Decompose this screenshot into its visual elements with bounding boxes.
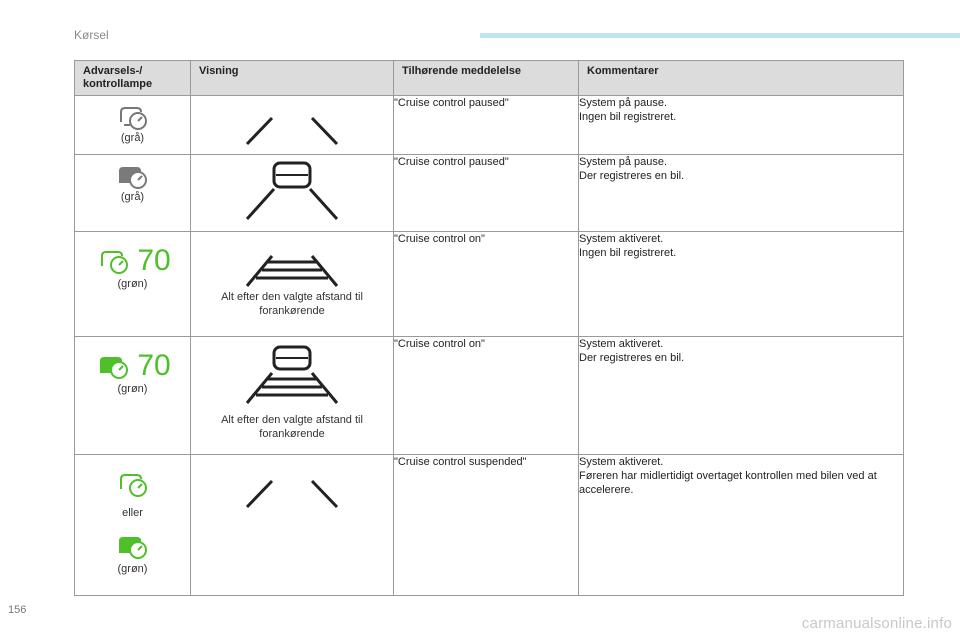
lamp-caption: eller bbox=[122, 507, 143, 519]
watermark: carmanualsonline.info bbox=[801, 615, 952, 632]
message-cell: "Cruise control suspended" bbox=[394, 455, 579, 596]
comment-cell bbox=[579, 337, 904, 455]
lane-car-distance-bars-icon bbox=[232, 345, 352, 407]
table-row bbox=[75, 337, 904, 455]
comment-line: System aktiveret. bbox=[579, 456, 664, 468]
comment-line: System aktiveret. bbox=[579, 233, 664, 245]
display-note: Alt efter den valgte afstand til forankørende bbox=[221, 414, 363, 440]
lane-distance-bars-icon bbox=[232, 250, 352, 290]
header-accent-bar bbox=[480, 33, 960, 38]
lamp-caption: (grøn) bbox=[117, 563, 148, 575]
table-row bbox=[75, 96, 904, 155]
comment-line: Ingen bil registreret. bbox=[579, 247, 677, 259]
comment-line: System aktiveret. bbox=[579, 338, 664, 350]
cruise-control-filled-icon bbox=[94, 351, 134, 381]
lane-with-car-icon bbox=[232, 159, 352, 225]
lamp-cell bbox=[75, 155, 191, 232]
column-header: Kommentarer bbox=[579, 61, 904, 96]
comment-line: Der registreres en bil. bbox=[579, 352, 685, 364]
lamp-cell bbox=[75, 455, 191, 596]
comment-line: System på pause. bbox=[579, 156, 668, 168]
cruise-control-filled-icon bbox=[113, 161, 153, 191]
comment-line: Der registreres en bil. bbox=[579, 170, 685, 182]
lane-lines-icon bbox=[232, 100, 352, 150]
lamp-caption: (grå) bbox=[120, 132, 145, 144]
table-row bbox=[75, 455, 904, 596]
cruise-control-filled-icon bbox=[113, 531, 153, 561]
lane-lines-icon bbox=[232, 463, 352, 513]
table-header-row bbox=[75, 61, 904, 96]
cruise-control-outline-icon bbox=[113, 469, 153, 499]
table-row bbox=[75, 232, 904, 337]
table-row bbox=[75, 155, 904, 232]
section-title: Kørsel bbox=[74, 28, 109, 42]
lamp-cell bbox=[75, 232, 191, 337]
column-header: Tilhørende meddelelse bbox=[394, 61, 579, 96]
display-note: Alt efter den valgte afstand til forankørende bbox=[221, 291, 363, 317]
message-cell: "Cruise control paused" bbox=[394, 96, 579, 155]
lamp-caption: (grå) bbox=[120, 191, 145, 203]
comment-cell bbox=[579, 155, 904, 232]
cruise-control-outline-icon bbox=[94, 246, 134, 276]
lamp-cell bbox=[75, 96, 191, 155]
comment-line: Ingen bil registreret. bbox=[579, 111, 677, 123]
comment-line: Føreren har midlertidigt overtaget kontrollen med bilen ved at accelerere. bbox=[579, 470, 877, 496]
comment-cell bbox=[579, 232, 904, 337]
message-cell: "Cruise control on" bbox=[394, 232, 579, 337]
display-cell bbox=[191, 337, 394, 455]
lamp-with-speed bbox=[75, 349, 190, 383]
message-cell: "Cruise control on" bbox=[394, 337, 579, 455]
page-number: 156 bbox=[8, 604, 27, 616]
lamp-caption: (grøn) bbox=[117, 383, 148, 395]
comment-cell bbox=[579, 455, 904, 596]
lamp-caption: (grøn) bbox=[117, 278, 148, 290]
message-cell: "Cruise control paused" bbox=[394, 155, 579, 232]
display-cell bbox=[191, 96, 394, 155]
comment-cell bbox=[579, 96, 904, 155]
comment-line: System på pause. bbox=[579, 97, 668, 109]
column-header: Advarsels-/ kontrollampe bbox=[75, 61, 191, 96]
set-speed-value: 70 bbox=[137, 349, 171, 382]
column-header: Visning bbox=[191, 61, 394, 96]
set-speed-value: 70 bbox=[137, 244, 171, 277]
display-cell bbox=[191, 155, 394, 232]
display-cell bbox=[191, 232, 394, 337]
warning-lamp-table bbox=[74, 60, 904, 596]
cruise-control-outline-icon bbox=[113, 102, 153, 132]
display-cell bbox=[191, 455, 394, 596]
lamp-with-speed bbox=[75, 244, 190, 278]
lamp-cell bbox=[75, 337, 191, 455]
